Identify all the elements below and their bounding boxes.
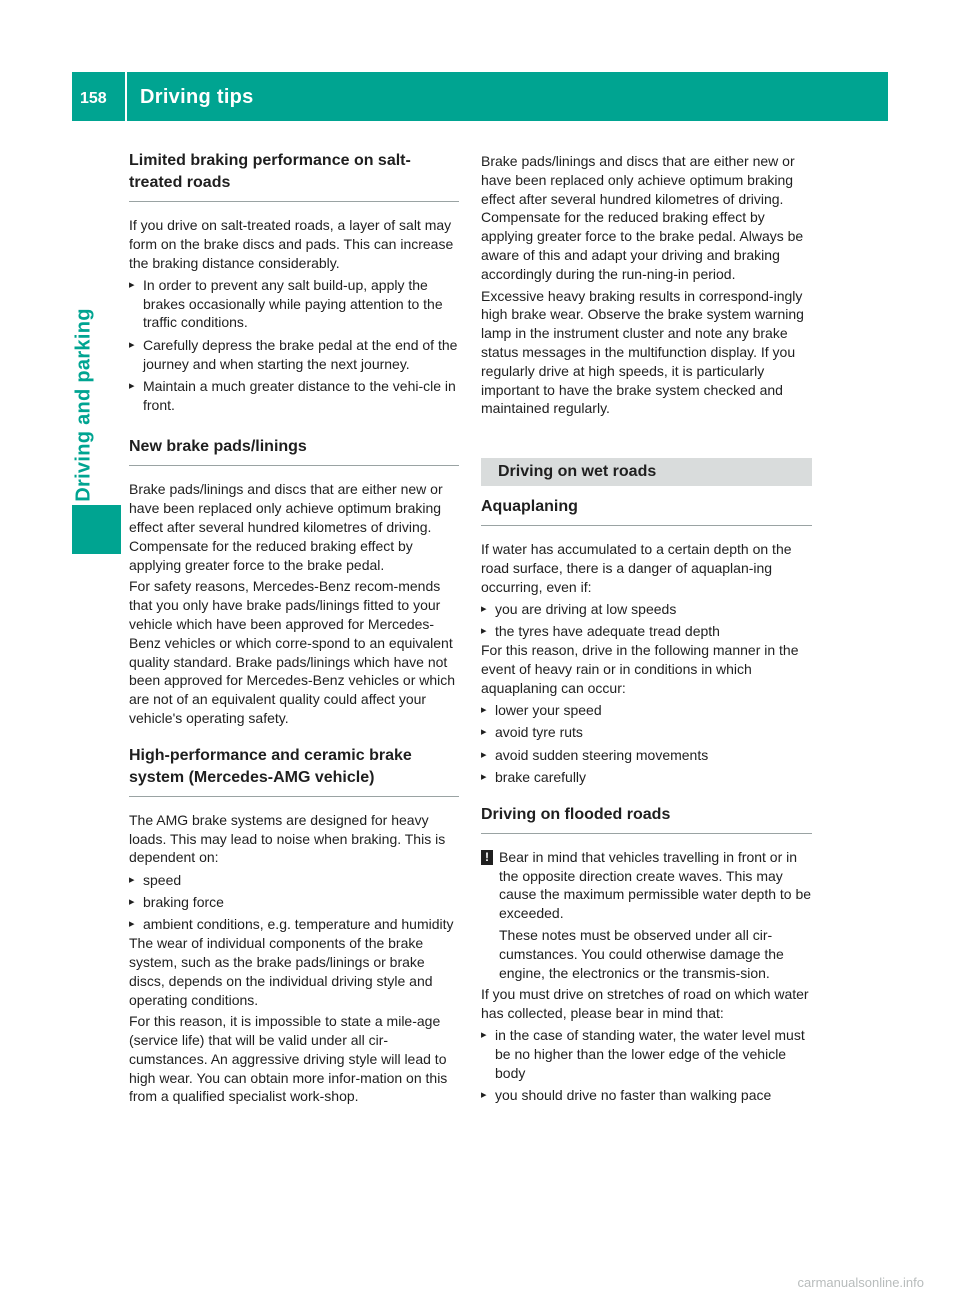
header-divider [125, 72, 127, 121]
paragraph: For this reason, drive in the following manner in the event of heavy rain or in conditions in which aquaplaning can occur: [481, 642, 799, 696]
paragraph: These notes must be observed under all cir-cumstances. You could otherwise damage the engine, the electronics or the transmis-sion. [499, 926, 784, 981]
heading-amg-brakes: High-performance and ceramic brake system (Mercedes-AMG vehicle) [129, 745, 459, 797]
paragraph: If you drive on salt-treated roads, a layer of salt may form on the brake discs and pads. This can increase the braking distance considerably. [129, 217, 454, 271]
paragraph: For this reason, it is impossible to state a mile-age (service life) that will be valid under all cir-cumstances. An aggressive driving style will lead to high wear. You can obtain more infor-mation on this from a qualified specialist work-shop. [129, 1013, 448, 1105]
list-item: ▸ you should drive no faster than walking pace [481, 1086, 812, 1105]
list-item: ▸ Maintain a much greater distance to the vehi-cle in front. [129, 377, 459, 415]
page-number: 158 [80, 90, 107, 107]
left-column [129, 150, 459, 1106]
bullet-list [481, 600, 812, 641]
bullet-list [481, 701, 812, 787]
paragraph: If you must drive on stretches of road on which water has collected, please bear in mind that: [481, 986, 809, 1022]
paragraph: If water has accumulated to a certain depth on the road surface, there is a danger of aquaplan-ing occurring, even if: [481, 541, 792, 595]
heading-salt-roads: Limited braking performance on salt- treated roads [129, 150, 459, 202]
list-item: ▸ Carefully depress the brake pedal at the end of the journey and when starting the next journey. [129, 336, 459, 374]
list-item: ▸ braking force [129, 893, 459, 912]
warning-icon: ! [481, 850, 493, 865]
list-item: ▸ the tyres have adequate tread depth [481, 622, 812, 641]
bullet-list [129, 871, 459, 934]
footer-watermark: carmanualsonline.info [797, 1275, 924, 1290]
list-item: ▸ brake carefully [481, 768, 812, 787]
right-column [481, 152, 812, 1105]
bullet-list [129, 276, 459, 415]
heading-new-brake-pads: New brake pads/linings [129, 436, 459, 466]
paragraph: Bear in mind that vehicles travelling in front or in the opposite direction create waves. This may cause the maximum permissible water depth to be exceeded. [499, 848, 812, 922]
list-item: ▸ speed [129, 871, 459, 890]
list-item: ▸ you are driving at low speeds [481, 600, 812, 619]
paragraph: Brake pads/linings and discs that are either new or have been replaced only achieve optimum braking effect after several hundred kilometres of driving. Compensate for the reduced braking effect by applying greater force to the brake pedal. [129, 481, 443, 573]
paragraph: Brake pads/linings and discs that are either new or have been replaced only achieve optimum braking effect after several hundred kilometres of driving. Compensate for the reduced braking effect by applying greater force to the brake pedal. Always be aware of this and adapt your driving and braking accordingly during the run-ning-in period. [481, 153, 804, 282]
list-item: ▸ In order to prevent any salt build-up, apply the brakes occasionally while paying attention to the traffic conditions. [129, 276, 459, 332]
paragraph: Excessive heavy braking results in correspond-ingly high brake wear. Observe the brake system warning lamp in the instrument cluster and note any brake status messages in the multifunction display. If you regularly drive at high speeds, it is particularly important to have the brake system checked and maintained regularly. [481, 287, 804, 417]
paragraph: The wear of individual components of the brake system, such as the brake pads/linings or brake discs, depends on the individual driving style and operating conditions. [129, 935, 433, 1008]
list-item: ▸ in the case of standing water, the water level must be no higher than the lower edge of the vehicle body [481, 1026, 812, 1082]
paragraph: The AMG brake systems are designed for heavy loads. This may lead to noise when braking. This is dependent on: [129, 811, 446, 866]
list-item: ▸ avoid tyre ruts [481, 723, 812, 742]
side-label-text: Driving and parking [72, 308, 95, 502]
list-item: ▸ lower your speed [481, 701, 812, 720]
section-heading-wet-roads: Driving on wet roads [481, 458, 812, 486]
page-title: Driving tips [140, 86, 254, 108]
list-item: ▸ ambient conditions, e.g. temperature and humidity [129, 915, 459, 934]
heading-flooded-roads: Driving on flooded roads [481, 804, 812, 834]
bullet-list [481, 1026, 812, 1105]
heading-aquaplaning: Aquaplaning [481, 496, 812, 526]
side-block [72, 505, 121, 554]
warning-note [481, 848, 812, 983]
paragraph: For safety reasons, Mercedes-Benz recom-mends that you only have brake pads/linings fitted to your vehicle which have been approved for Mercedes-Benz vehicles or which corre-spond to an equivalent quality standard. Brake pads/linings which have not been approved for Mercedes-Benz vehicles or which are not of an equivalent quality could affect your vehicle's operating safety. [129, 578, 456, 727]
list-item: ▸ avoid sudden steering movements [481, 746, 812, 765]
